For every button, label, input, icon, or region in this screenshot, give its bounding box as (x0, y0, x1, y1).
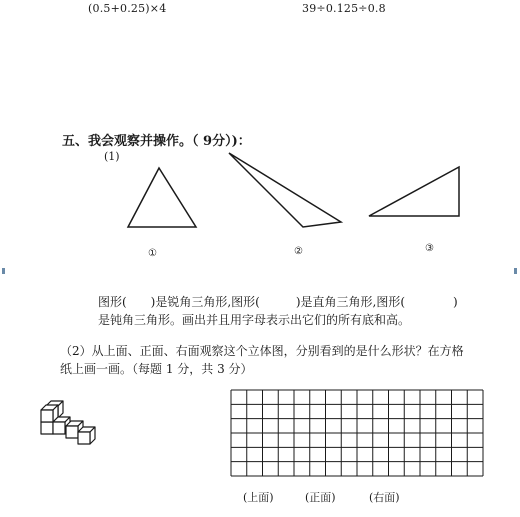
expression-left: (0.5+0.25)×4 (88, 2, 167, 15)
triangle-obtuse (229, 153, 341, 227)
triangle-acute (128, 168, 196, 227)
triangle-label-2: ② (294, 246, 303, 257)
part2-question-line-1: （2）从上面、正面、右面观察这个立体图，分别看到的是什么形状？在方格 (60, 344, 464, 358)
part1-label: (1) (104, 150, 120, 163)
expression-right: 39÷0.125÷0.8 (302, 2, 386, 15)
view-label-top: (上面) (243, 491, 274, 504)
edge-mark-left (2, 268, 5, 274)
section-heading: 五、我会观察并操作。（ 9分）)： (62, 134, 251, 149)
triangle-label-1: ① (148, 248, 157, 259)
statement-line-2: 是钝角三角形。画出并且用字母表示出它们的所有底和高。 (98, 313, 411, 327)
triangle-right (369, 167, 459, 216)
cube-stack-figure (34, 400, 110, 458)
view-label-right: (右面) (369, 491, 400, 504)
grid-paper[interactable] (230, 389, 484, 477)
edge-mark-right (514, 268, 517, 274)
statement-line-1: 图形( )是锐角三角形,图形( )是直角三角形,图形( ) (98, 295, 458, 309)
triangle-label-3: ③ (425, 243, 434, 254)
part2-question-line-2: 纸上画一画。（每题 1 分，共 3 分） (60, 362, 253, 376)
view-label-front: (正面) (305, 491, 336, 504)
